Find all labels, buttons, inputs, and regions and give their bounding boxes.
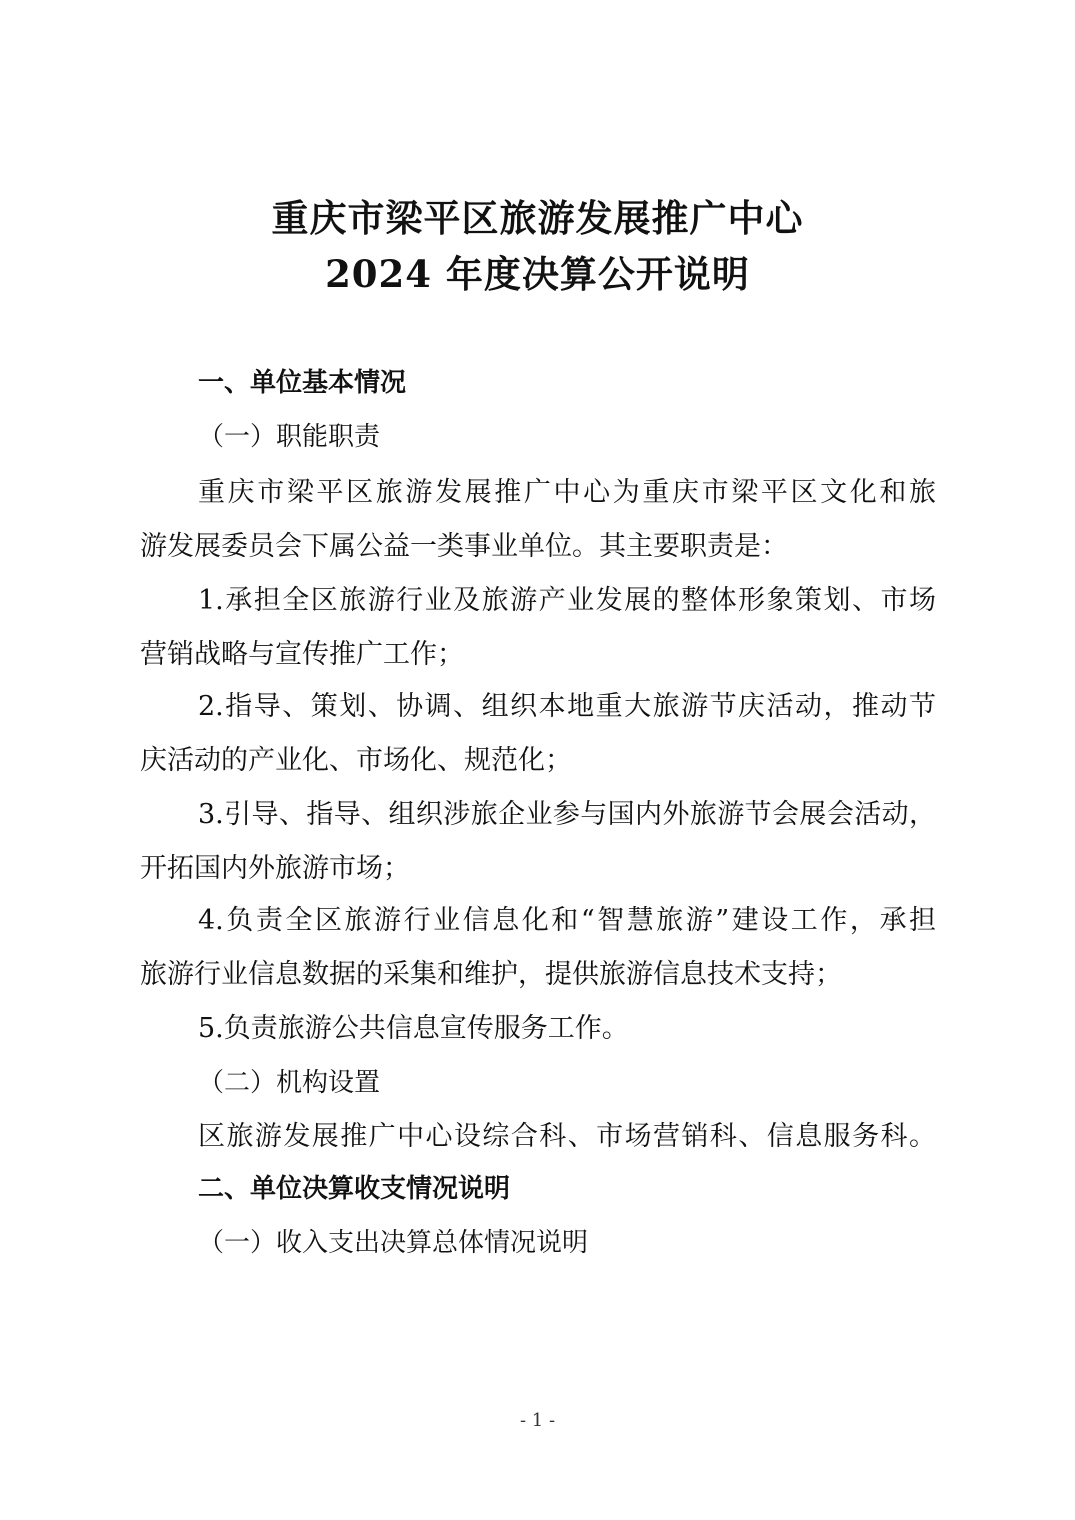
page-number: - 1 - (519, 1410, 556, 1431)
duty-item-4-line-2: 旅游行业信息数据的采集和维护，提供旅游信息技术支持； (140, 959, 842, 990)
subsection-3-heading: （一）收入支出决算总体情况说明 (198, 1228, 589, 1258)
duty-item-3-line-1: 3.引导、指导、组织涉旅企业参与国内外旅游节会展会活动， (198, 799, 936, 830)
duty-item-3-line-2: 开拓国内外旅游市场； (140, 853, 410, 884)
intro-paragraph-line-2: 游发展委员会下属公益一类事业单位。其主要职责是： (140, 531, 788, 562)
intro-paragraph-line-1: 重庆市梁平区旅游发展推广中心为重庆市梁平区文化和旅 (198, 477, 936, 508)
section-1-heading: 一、单位基本情况 (198, 368, 407, 398)
subsection-2-heading: （二）机构设置 (198, 1068, 381, 1098)
duty-item-1-line-2: 营销战略与宣传推广工作； (140, 639, 464, 670)
organization-paragraph: 区旅游发展推广中心设综合科、市场营销科、信息服务科。 (198, 1121, 936, 1152)
duty-item-2-line-2: 庆活动的产业化、市场化、规范化； (140, 745, 572, 776)
duty-item-4-line-1: 4.负责全区旅游行业信息化和“智慧旅游”建设工作，承担 (198, 905, 936, 936)
duty-item-2-line-1: 2.指导、策划、协调、组织本地重大旅游节庆活动，推动节 (198, 691, 936, 722)
duty-item-1-line-1: 1.承担全区旅游行业及旅游产业发展的整体形象策划、市场 (198, 585, 936, 616)
section-2-heading: 二、单位决算收支情况说明 (198, 1174, 511, 1204)
subsection-1-heading: （一）职能职责 (198, 422, 381, 452)
duty-item-5: 5.负责旅游公共信息宣传服务工作。 (198, 1013, 629, 1044)
document-title-line-1: 重庆市梁平区旅游发展推广中心 (271, 196, 804, 240)
document-title-line-2: 2024 年度决算公开说明 (325, 252, 750, 296)
